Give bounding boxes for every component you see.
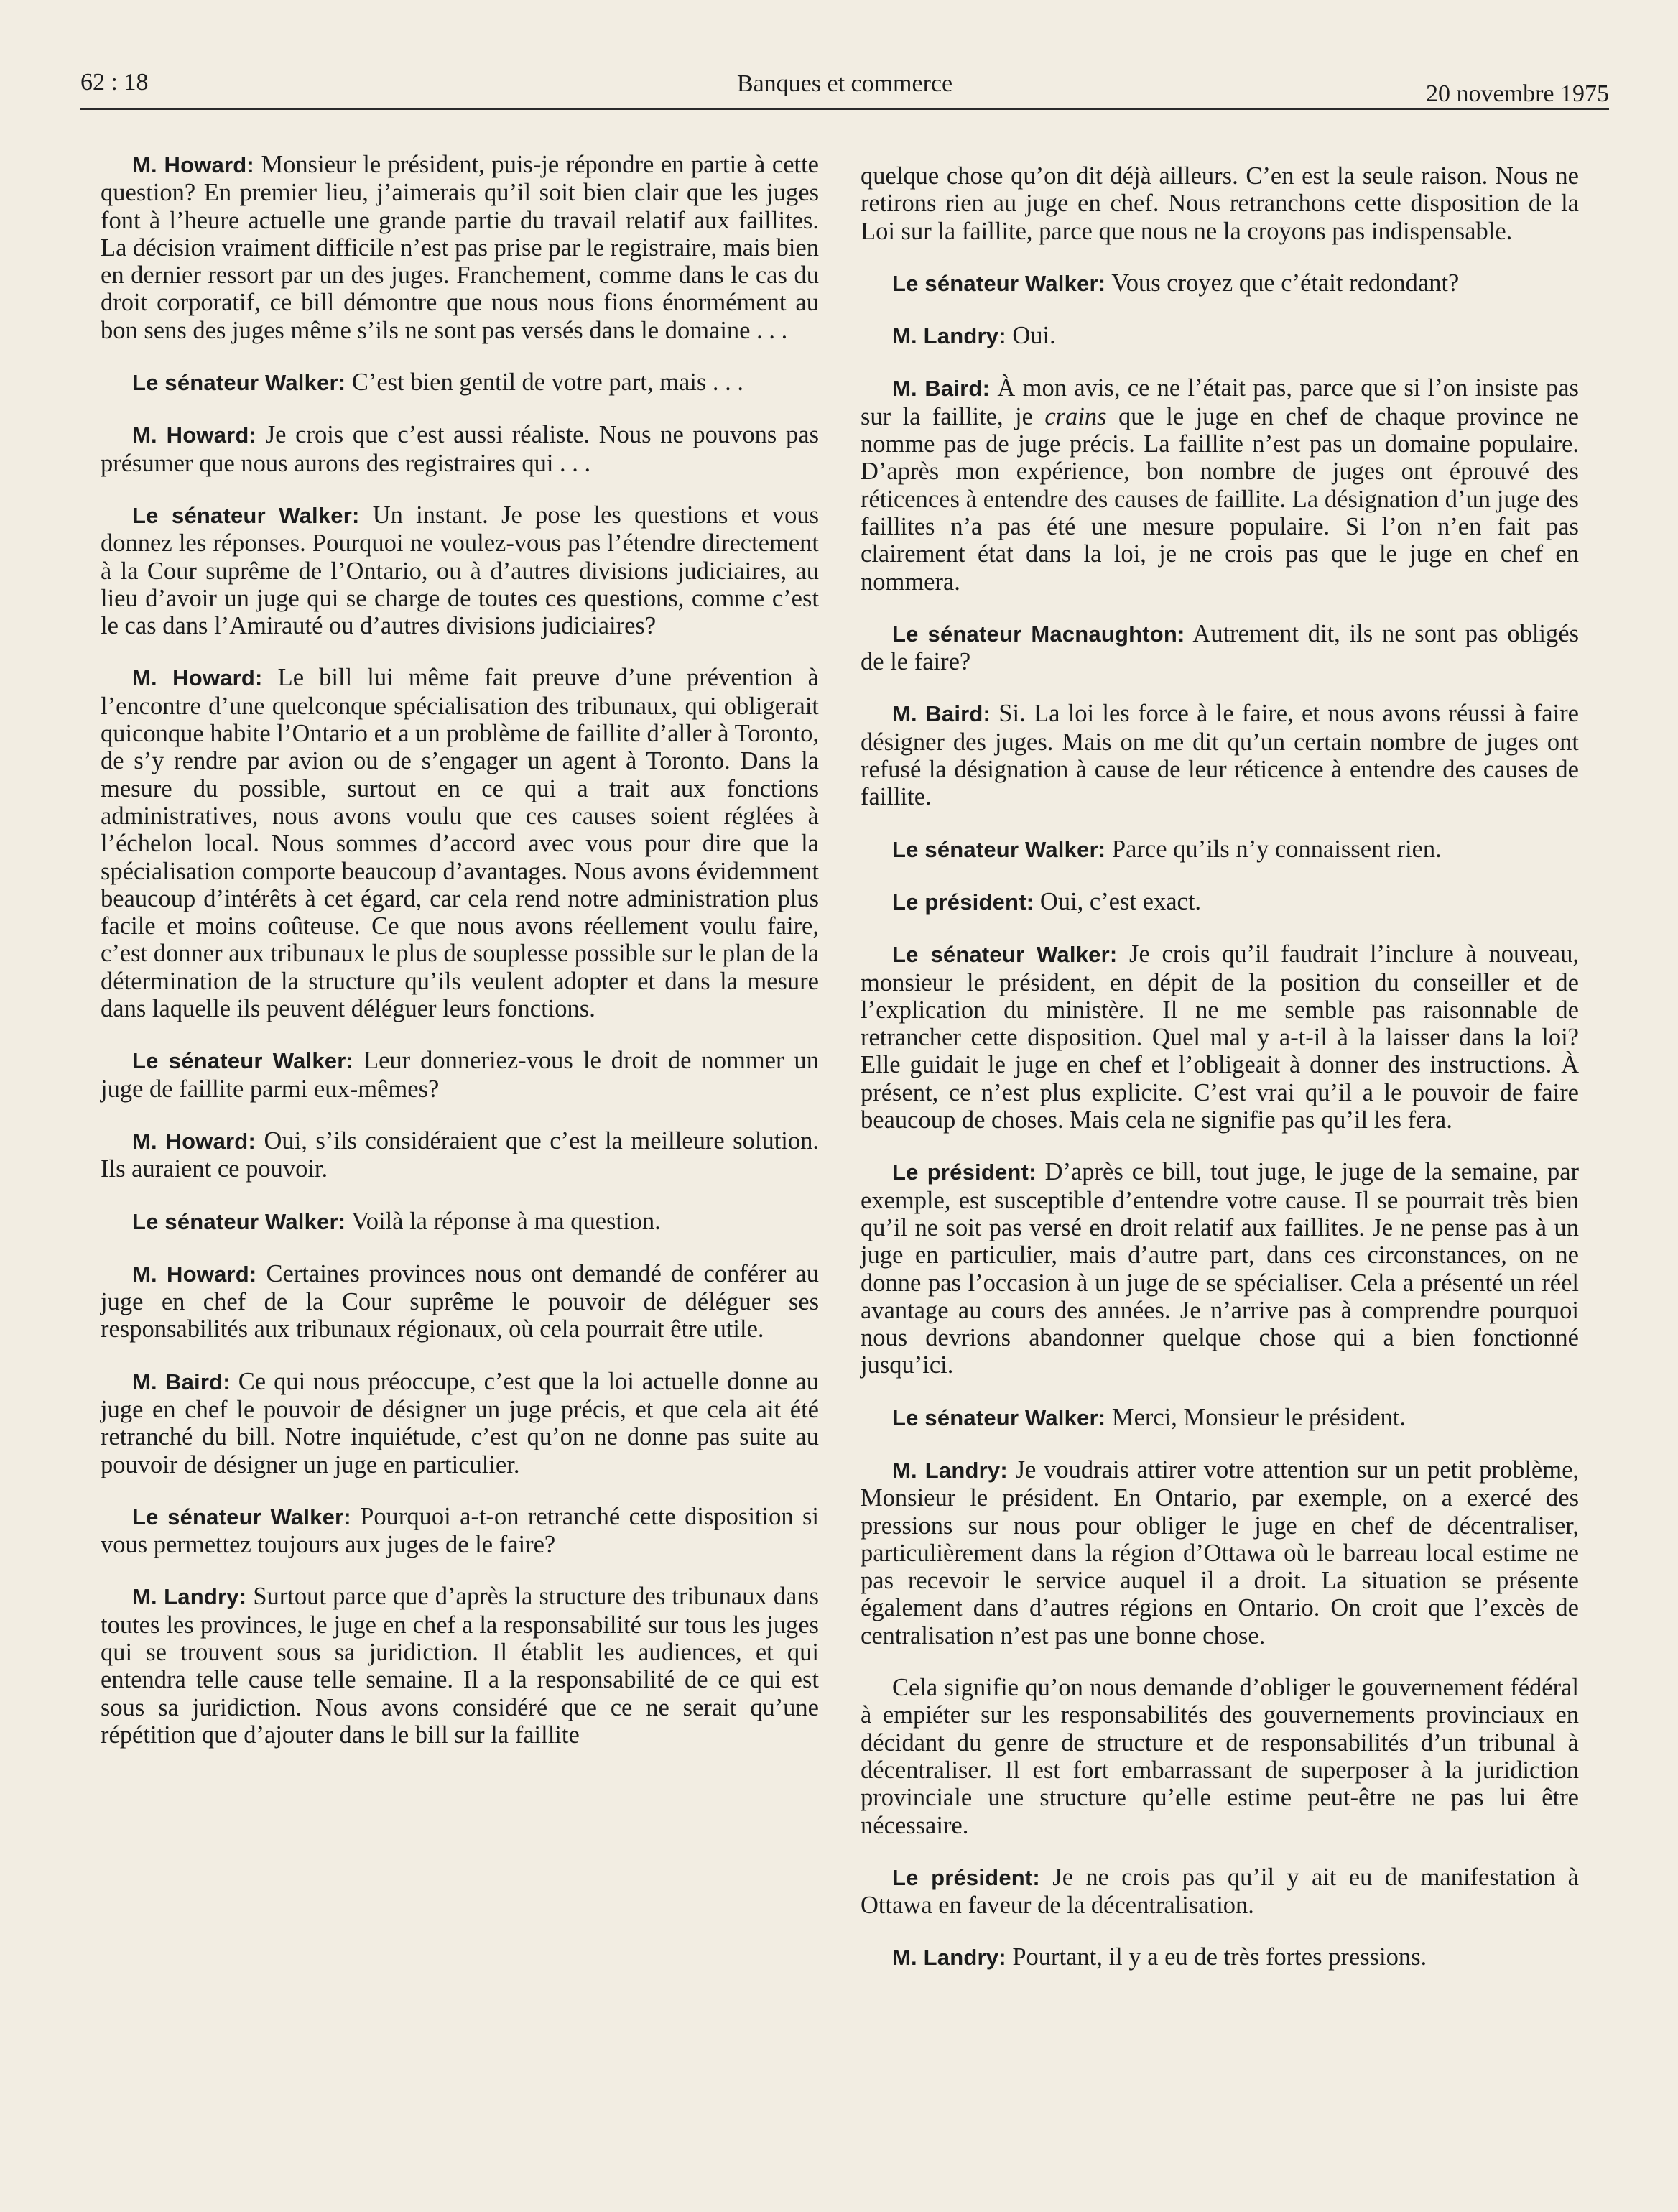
paragraph (101, 369, 819, 397)
speaker: Le président: (892, 1864, 1040, 1890)
speech: C’est bien gentil de votre part, mais . . . (346, 369, 744, 397)
speech: Ce qui nous préoccupe, c’est que la loi actuelle donne au juge en chef le pouvoir de désigner un juge précis, et que cela ait été retranché du bill. Notre inquiétude, c’est qu’on ne donne pas suite au pouvoir de désigner un juge en particulier. (101, 1367, 819, 1478)
right-column (861, 162, 1579, 1996)
speaker: M. Baird: (132, 1369, 231, 1394)
speech: que le juge en chef de chaque province ne nomme pas de juge précis. La faillite n’est pas un domaine populaire. D’après mon expérience, bon nombre de juges ont éprouvé des réticences à entendre des causes de faillite. La désignation d’un juge des faillites n’a pas été une mesure populaire. Si l’on n’en fait pas clairement état dans la loi, je ne crois pas que le juge en chef en nommera. (861, 402, 1579, 596)
paragraph (101, 1208, 819, 1236)
paragraph (861, 1404, 1579, 1432)
speaker: Le président: (892, 889, 1034, 915)
speaker: Le sénateur Walker: (132, 1048, 354, 1074)
speaker: M. Baird: (892, 701, 991, 727)
speaker: Le sénateur Walker: (892, 942, 1118, 968)
speech: Merci, Monsieur le président. (1105, 1403, 1406, 1431)
paragraph (101, 1503, 819, 1559)
speech: Vous croyez que c’était redondant? (1105, 269, 1460, 297)
paragraph (861, 269, 1579, 297)
speech: Monsieur le président, puis-je répondre en partie à cette question? En premier lieu, j’aimerais qu’il soit bien clair que les juges font à l’heure actuelle une grande partie du travail relatif aux faillites. La décision vraiment difficile n’est pas prise par le registraire, mais bien en dernier ressort par un des juges. Franchement, comme dans le cas du droit corporatif, ce bill démontre que nous nous fions énormément au bon sens des juges même s’ils ne sont pas versés dans le domaine . . . (101, 151, 819, 344)
speech: Pourquoi a-t-on retranché cette disposition si vous permettez toujours aux juges de le faire? (101, 1502, 819, 1559)
running-title: Banques et commerce (736, 70, 953, 97)
header-rule (80, 108, 1609, 110)
paragraph (101, 1260, 819, 1343)
speech: Je crois que c’est aussi réaliste. Nous ne pouvons pas présumer que nous aurons des registraires qui . . . (101, 421, 819, 477)
emphasis: crains (1044, 402, 1107, 430)
speech: Je voudrais attirer votre attention sur un petit problème, Monsieur le président. En Ontario, par exemple, on a exercé des pressions sur nous pour obliger le juge en chef de décentraliser, particulièrement dans la région d’Ottawa où le barreau local estime ne pas recevoir le service auquel il a droit. La situation se présente également dans d’autres régions en Ontario. On croit que l’excès de centralisation n’est pas une bonne chose. (861, 1456, 1580, 1649)
paragraph (861, 940, 1579, 1134)
speaker: Le sénateur Walker: (892, 270, 1106, 296)
paragraph (861, 322, 1579, 350)
speaker: M. Howard: (132, 1261, 257, 1287)
paragraph (861, 1864, 1579, 1920)
paragraph (101, 1583, 819, 1749)
speaker: Le sénateur Walker: (892, 1405, 1106, 1430)
speaker: Le président: (892, 1160, 1037, 1185)
speaker: Le sénateur Macnaughton: (892, 621, 1185, 647)
speech: D’après ce bill, tout juge, le juge de la semaine, par exemple, est susceptible d’entendre votre cause. Il se pourrait très bien qu’il ne soit pas versé en droit relatif aux faillites. Je ne pense pas à un juge en particulier, mais d’autre part, dans ces circonstances, on ne donne pas l’occasion à un juge de se spécialiser. Cela a présenté un réel avantage au cours des années. Je n’arrive pas à comprendre pourquoi nous devrions abandonner quelque chose qui a bien fonctionné jusqu’ici. (861, 1158, 1579, 1379)
paragraph (861, 620, 1579, 676)
speaker: Le sénateur Walker: (132, 1504, 351, 1530)
speaker: M. Howard: (132, 665, 263, 691)
speaker: M. Howard: (132, 152, 254, 177)
speech: Autrement dit, ils ne sont pas obligés de le faire? (861, 619, 1579, 676)
speaker: M. Howard: (132, 1128, 256, 1154)
speech: Pourtant, il y a eu de très fortes pressions. (1006, 1943, 1427, 1971)
speaker: Le sénateur Walker: (132, 370, 346, 396)
speaker: M. Landry: (892, 1457, 1008, 1483)
speech: Oui. (1006, 322, 1056, 350)
speech: Certaines provinces nous ont demandé de conférer au juge en chef de la Cour suprême le pouvoir de déléguer ses responsabilités aux tribunaux régionaux, où cela pourrait être utile. (101, 1259, 819, 1343)
paragraph (861, 374, 1579, 595)
paragraph-continuation: quelque chose qu’on dit déjà ailleurs. C’en est la seule raison. Nous ne retirons rien au juge en chef. Nous retranchons cette disposition de la Loi sur la faillite, parce que nous ne la croyons pas indispensable. (861, 162, 1579, 245)
paragraph (101, 1127, 819, 1183)
speech: Leur donneriez-vous le droit de nommer un juge de faillite parmi eux-mêmes? (101, 1047, 819, 1103)
speaker: Le sénateur Walker: (132, 502, 360, 528)
page-number: 62 : 18 (80, 69, 149, 96)
paragraph (101, 421, 819, 477)
speech: Le bill lui même fait preuve d’une prévention à l’encontre d’une quelconque spécialisation des tribunaux, qui obligerait quiconque habite l’Ontario et a un problème de faillite d’aller à Toronto, de s’y rendre par avion ou de s’engager un agent à Toronto. Dans la mesure du possible, surtout en ce qui a trait aux fonctions administratives, nous avons voulu que ces causes soient réglées à l’échelon local. Nous sommes d’accord avec vous pour dire que la spécialisation comporte beaucoup d’avantages. Nous avons évidemment beaucoup d’intérêts à cet égard, car cela rend notre administration plus facile et moins coûteuse. Ce que nous avons réellement voulu faire, c’est donner aux tribunaux le plus de souplesse possible sur le plan de la détermination de la structure qu’ils veulent adopter et dans la mesure dans laquelle ils peuvent déléguer leurs fonctions. (101, 664, 819, 1023)
paragraph (861, 1158, 1579, 1379)
speech: Un instant. Je pose les questions et vous donnez les réponses. Pourquoi ne voulez-vous pas l’étendre directement à la Cour suprême de l’Ontario, ou à d’autres divisions judiciaires, au lieu d’avoir un juge qui se charge de toutes ces questions, comme c’est le cas dans l’Amirauté ou d’autres divisions judiciaires? (101, 501, 819, 640)
speech: Oui, s’ils considéraient que c’est la meilleure solution. Ils auraient ce pouvoir. (101, 1126, 819, 1183)
speaker: Le sénateur Walker: (132, 1208, 346, 1234)
page-header (80, 63, 1609, 109)
speech: Si. La loi les force à le faire, et nous avons réussi à faire désigner des juges. Mais on me dit qu’un certain nombre de juges ont refusé la désignation à cause de leur réticence à entendre des causes de faillite. (861, 700, 1579, 811)
speaker: M. Baird: (892, 376, 991, 402)
speech: Oui, c’est exact. (1034, 887, 1202, 915)
speech: Surtout parce que d’après la structure des tribunaux dans toutes les provinces, le juge en chef a la responsabilité sur tous les juges qui se trouvent sous sa juridiction. Il établit les audiences, et qui entendra telle cause telle semaine. Il a la responsabilité de ce qui est sous sa juridiction. Nous avons considéré que ce ne serait qu’une répétition que d’ajouter dans le bill sur la faillite (101, 1583, 819, 1749)
paragraph (101, 1047, 819, 1103)
paragraph (861, 700, 1579, 810)
paragraph (861, 888, 1579, 916)
speaker: M. Landry: (892, 323, 1006, 349)
speaker: M. Landry: (892, 1945, 1006, 1971)
paragraph (861, 1456, 1579, 1649)
speech: À mon avis, ce ne l’était pas, parce que si l’on insiste pas sur la faillite, je (861, 374, 1579, 430)
paragraph (101, 151, 819, 344)
left-column (101, 151, 819, 1773)
speaker: M. Landry: (132, 1584, 247, 1610)
paragraph (861, 1943, 1579, 1971)
paragraph (101, 664, 819, 1022)
speech: Je ne crois pas qu’il y ait eu de manifestation à Ottawa en faveur de la décentralisation. (861, 1863, 1579, 1920)
paragraph (861, 836, 1579, 864)
page-date: 20 novembre 1975 (1426, 80, 1609, 107)
speech: Parce qu’ils n’y connaissent rien. (1105, 835, 1442, 863)
speech: Je crois qu’il faudrait l’inclure à nouveau, monsieur le président, en dépit de la position du conseiller et de l’explication du ministère. Il ne me semble pas raisonnable de retrancher cette disposition. Quel mal y a-t-il à la laisser dans la loi? Elle guidait le juge en chef et l’obligeait à donner des instructions. À présent, ce n’est plus explicite. C’est vrai qu’il a le pouvoir de faire beaucoup de choses. Mais cela ne signifie pas qu’il les fera. (861, 940, 1579, 1134)
paragraph: Cela signifie qu’on nous demande d’obliger le gouvernement fédéral à empiéter sur les responsabilités des gouvernements provinciaux en décidant du genre de structure et de responsabilités d’un tribunal à décentraliser. Il est fort embarrassant de superposer à la juridiction provinciale une structure qu’elle estime peut-être ne pas lui être nécessaire. (861, 1674, 1579, 1839)
paragraph (101, 501, 819, 639)
speaker: Le sénateur Walker: (892, 836, 1106, 862)
speech: Voilà la réponse à ma question. (346, 1207, 661, 1235)
speaker: M. Howard: (132, 422, 257, 448)
paragraph (101, 1368, 819, 1478)
